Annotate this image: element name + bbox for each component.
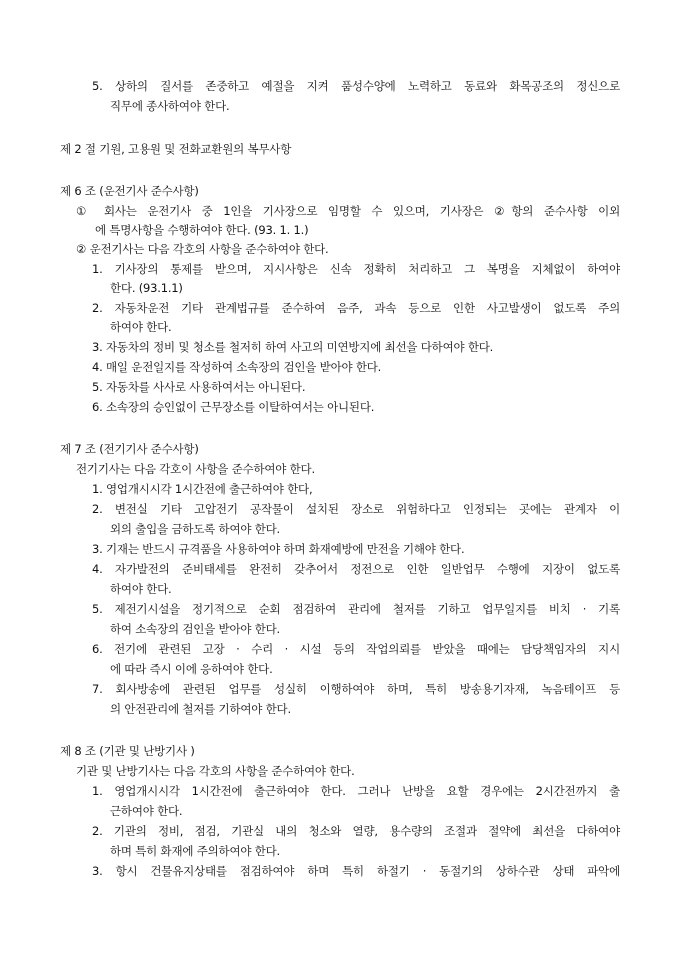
article-8-intro: 기관 및 난방기사는 다음 각호의 사항을 준수하여야 한다. [76, 764, 355, 778]
article-6-item-2-line-1: 2. 자동차운전 기타 관계법규를 준수하여 음주, 과속 등으로 인한 사고발생이 없도록 주의 [92, 301, 620, 315]
article-6-item-2-line-2: 하여야 한다. [110, 320, 172, 334]
article-6-item-1-line-2: 한다. (93.1.1) [110, 281, 183, 295]
article-5-item-5-line-2: 직무에 종사하여야 한다. [110, 99, 230, 113]
article-7-item-4-line-2: 하여야 한다. [110, 582, 172, 596]
article-7-item-3: 3. 기재는 반드시 규격품을 사용하여야 하며 화재예방에 만전을 기해야 한다. [92, 542, 465, 556]
article-6-item-6: 6. 소속장의 승인없이 근무장소를 이탈하여서는 아니된다. [92, 400, 375, 414]
article-6-clause-2: ② 운전기사는 다음 각호의 사항을 준수하여야 한다. [76, 242, 329, 256]
article-6-item-1-line-1: 1. 기사장의 통제를 받으며, 지시사항은 신속 정확히 처리하고 그 복명을 지체없이 하여야 [92, 262, 620, 276]
article-7-item-2-line-2: 외의 출입을 금하도록 하여야 한다. [110, 522, 281, 536]
article-7-item-2-line-1: 2. 변전실 기타 고압전기 공작물이 설치된 장소로 위험하다고 인정되는 곳에는 관계자 이 [92, 502, 620, 516]
article-7-item-6-line-1: 6. 전기에 관련된 고장 · 수리 · 시설 등의 작업의뢰를 받았을 때에는 담당책임자의 지시 [92, 642, 620, 656]
article-6-clause-1-line-1: ① 회사는 운전기사 중 1인을 기사장으로 임명할 수 있으며, 기사장은 ②항의 준수사항 이외 [76, 204, 620, 218]
article-7-item-5-line-2: 하여 소속장의 검인을 받아야 한다. [110, 622, 281, 636]
article-6-item-4: 4. 매일 운전일지를 작성하여 소속장의 검인을 받아야 한다. [92, 360, 382, 374]
article-6-item-5: 5. 자동차를 사사로 사용하여서는 아니된다. [92, 380, 306, 394]
article-8-item-1-line-1: 1. 영업개시시각 1시간전에 출근하여야 한다. 그러나 난방을 요할 경우에는 2시간전까지 출 [92, 784, 620, 798]
article-8-item-3-line-1: 3. 항시 건물유지상태를 점검하여야 하며 특히 하절기 · 동절기의 상하수관 상태 파악에 [92, 864, 620, 878]
section-2-heading: 제 2 절 기원, 고용원 및 전화교환원의 복무사항 [60, 142, 292, 156]
article-7-item-5-line-1: 5. 제전기시설을 정기적으로 순회 점검하여 관리에 철저를 기하고 업무일지를 비치 · 기록 [92, 602, 620, 616]
article-7-heading: 제 7 조 (전기기사 준수사항) [60, 442, 199, 456]
article-5-item-5-line-1: 5. 상하의 질서를 존중하고 예절을 지켜 품성수양에 노력하고 동료와 화목공조의 정신으로 [92, 79, 620, 93]
article-6-item-3: 3. 자동차의 정비 및 청소를 철저히 하여 사고의 미연방지에 최선을 다하여야 한다. [92, 340, 494, 354]
article-7-item-4-line-1: 4. 자가발전의 준비태세를 완전히 갖추어서 정전으로 인한 일반업무 수행에 지장이 없도록 [92, 562, 620, 576]
article-7-item-7-line-1: 7. 회사방송에 관련된 업무를 성실히 이행하여야 하며, 특히 방송용기자재, 녹음테이프 등 [92, 682, 620, 696]
article-7-intro: 전기기사는 다음 각호이 사항을 준수하여야 한다. [76, 462, 315, 476]
article-7-item-7-line-2: 의 안전관리에 철저를 기하여야 한다. [110, 702, 291, 716]
article-8-heading: 제 8 조 (기관 및 난방기사 ) [60, 744, 195, 758]
article-6-heading: 제 6 조 (운전기사 준수사항) [60, 184, 199, 198]
article-6-clause-1-line-2: 에 특명사항을 수행하여야 한다. (93. 1. 1.) [95, 223, 309, 237]
article-7-item-6-line-2: 에 따라 즉시 이에 응하여야 한다. [110, 662, 273, 676]
article-8-item-2-line-1: 2. 기관의 정비, 점검, 기관실 내의 청소와 열량, 용수량의 조절과 절약에 최선을 다하여야 [92, 824, 620, 838]
article-7-item-1: 1. 영업개시시각 1시간전에 출근하여야 한다, [92, 482, 313, 496]
article-8-item-1-line-2: 근하여야 한다. [110, 804, 183, 818]
article-8-item-2-line-2: 하며 특히 화재에 주의하여야 한다. [110, 844, 281, 858]
